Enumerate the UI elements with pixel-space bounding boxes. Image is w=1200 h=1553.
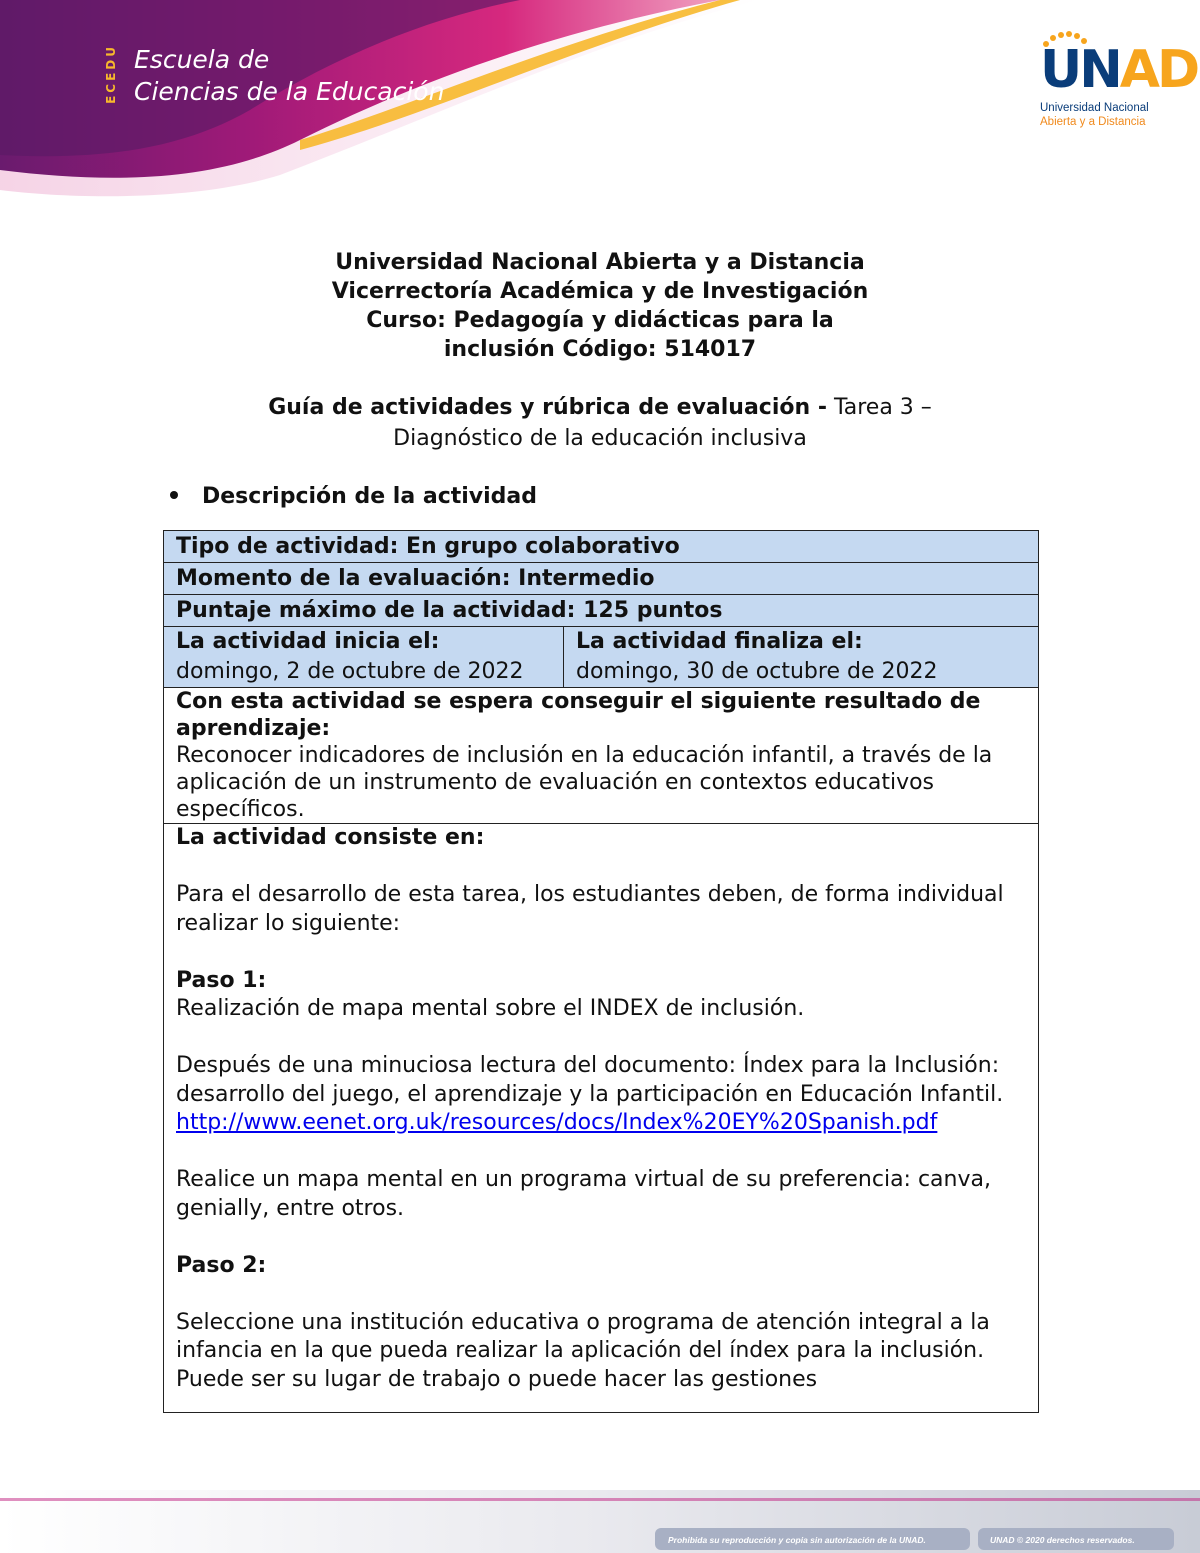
table-row <box>164 627 1039 688</box>
ecedu-label: ECEDU <box>104 44 118 104</box>
activity-description-cell <box>164 824 1039 1413</box>
index-document-link[interactable]: http://www.eenet.org.uk/resources/docs/Index%20EY%20Spanish.pdf <box>176 1110 938 1135</box>
activity-intro: Para el desarrollo de esta tarea, los estudiantes deben, de forma individual realizar lo siguiente: <box>176 882 1004 936</box>
reading-instruction: Después de una minuciosa lectura del documento: Índex para la Inclusión: desarrollo del juego, el aprendizaje y la participación en Educación Infantil. <box>176 1053 1004 1107</box>
table-row <box>164 824 1039 1413</box>
end-date-cell <box>564 627 1039 688</box>
logo-subtitle-1: Universidad Nacional <box>1040 102 1149 114</box>
max-score: Puntaje máximo de la actividad: 125 puntos <box>164 595 1039 627</box>
learning-outcome-label: Con esta actividad se espera conseguir el siguiente resultado de aprendizaje: <box>176 689 981 741</box>
subtitle-bold: Guía de actividades y rúbrica de evaluación - <box>268 395 827 420</box>
unad-wordmark <box>1040 42 1197 98</box>
start-date-value: domingo, 2 de octubre de 2022 <box>176 659 524 684</box>
bullet-icon <box>170 491 178 499</box>
step2-label: Paso 2: <box>176 1252 267 1278</box>
section-heading-text: Descripción de la actividad <box>202 484 538 509</box>
table-row <box>164 531 1039 563</box>
logo-n: N <box>1079 40 1120 100</box>
learning-outcome-text: Reconocer indicadores de inclusión en la educación infantil, a través de la aplicación de un instrumento de evaluación en contextos educativos específicos. <box>176 743 993 822</box>
start-date-cell <box>164 627 564 688</box>
activity-consists-label: La actividad consiste en: <box>176 825 485 850</box>
title-line-1: Universidad Nacional Abierta y a Distancia <box>335 250 865 275</box>
title-line-2: Vicerrectoría Académica y de Investigación <box>331 279 869 304</box>
title-line-4: inclusión Código: 514017 <box>443 337 757 362</box>
logo-ad: AD <box>1119 40 1198 100</box>
activity-type: Tipo de actividad: En grupo colaborativo <box>164 531 1039 563</box>
start-date-label: La actividad inicia el: <box>176 629 440 654</box>
end-date-value: domingo, 30 de octubre de 2022 <box>576 659 938 684</box>
step1-label: Paso 1: <box>176 967 267 993</box>
table-row <box>164 595 1039 627</box>
subtitle-part-1: Tarea 3 – <box>826 395 932 420</box>
table-row <box>164 688 1039 824</box>
step2-text: Seleccione una institución educativa o programa de atención integral a la infancia en la que pueda realizar la aplicación del índex para la inclusión. Puede ser su lugar de trabajo o puede hacer las gestiones <box>176 1309 990 1392</box>
footer-notice: Prohibida su reproducción y copia sin autorización de la UNAD. <box>668 1535 926 1545</box>
logo-subtitle-2: Abierta y a Distancia <box>1040 116 1146 128</box>
logo-u: U <box>1040 40 1080 100</box>
table-row <box>164 563 1039 595</box>
end-date-label: La actividad finaliza el: <box>576 629 863 654</box>
mindmap-instruction: Realice un mapa mental en un programa virtual de su preferencia: canva, genially, entre otros. <box>176 1167 991 1221</box>
document-title <box>150 248 1050 364</box>
step1-text: Realización de mapa mental sobre el INDEX de inclusión. <box>176 996 805 1021</box>
guide-subtitle <box>220 392 980 454</box>
school-line-2: Ciencias de la Educación <box>134 77 445 106</box>
footer-copyright: UNAD © 2020 derechos reservados. <box>990 1535 1135 1545</box>
school-line-1: Escuela de <box>134 45 270 74</box>
learning-outcome-cell <box>164 688 1039 824</box>
evaluation-moment: Momento de la evaluación: Intermedio <box>164 563 1039 595</box>
school-name <box>134 44 444 108</box>
activity-table <box>163 530 1039 1413</box>
subtitle-part-2: Diagnóstico de la educación inclusiva <box>393 426 807 451</box>
title-line-3: Curso: Pedagogía y didácticas para la <box>366 308 834 333</box>
section-heading <box>170 484 537 509</box>
